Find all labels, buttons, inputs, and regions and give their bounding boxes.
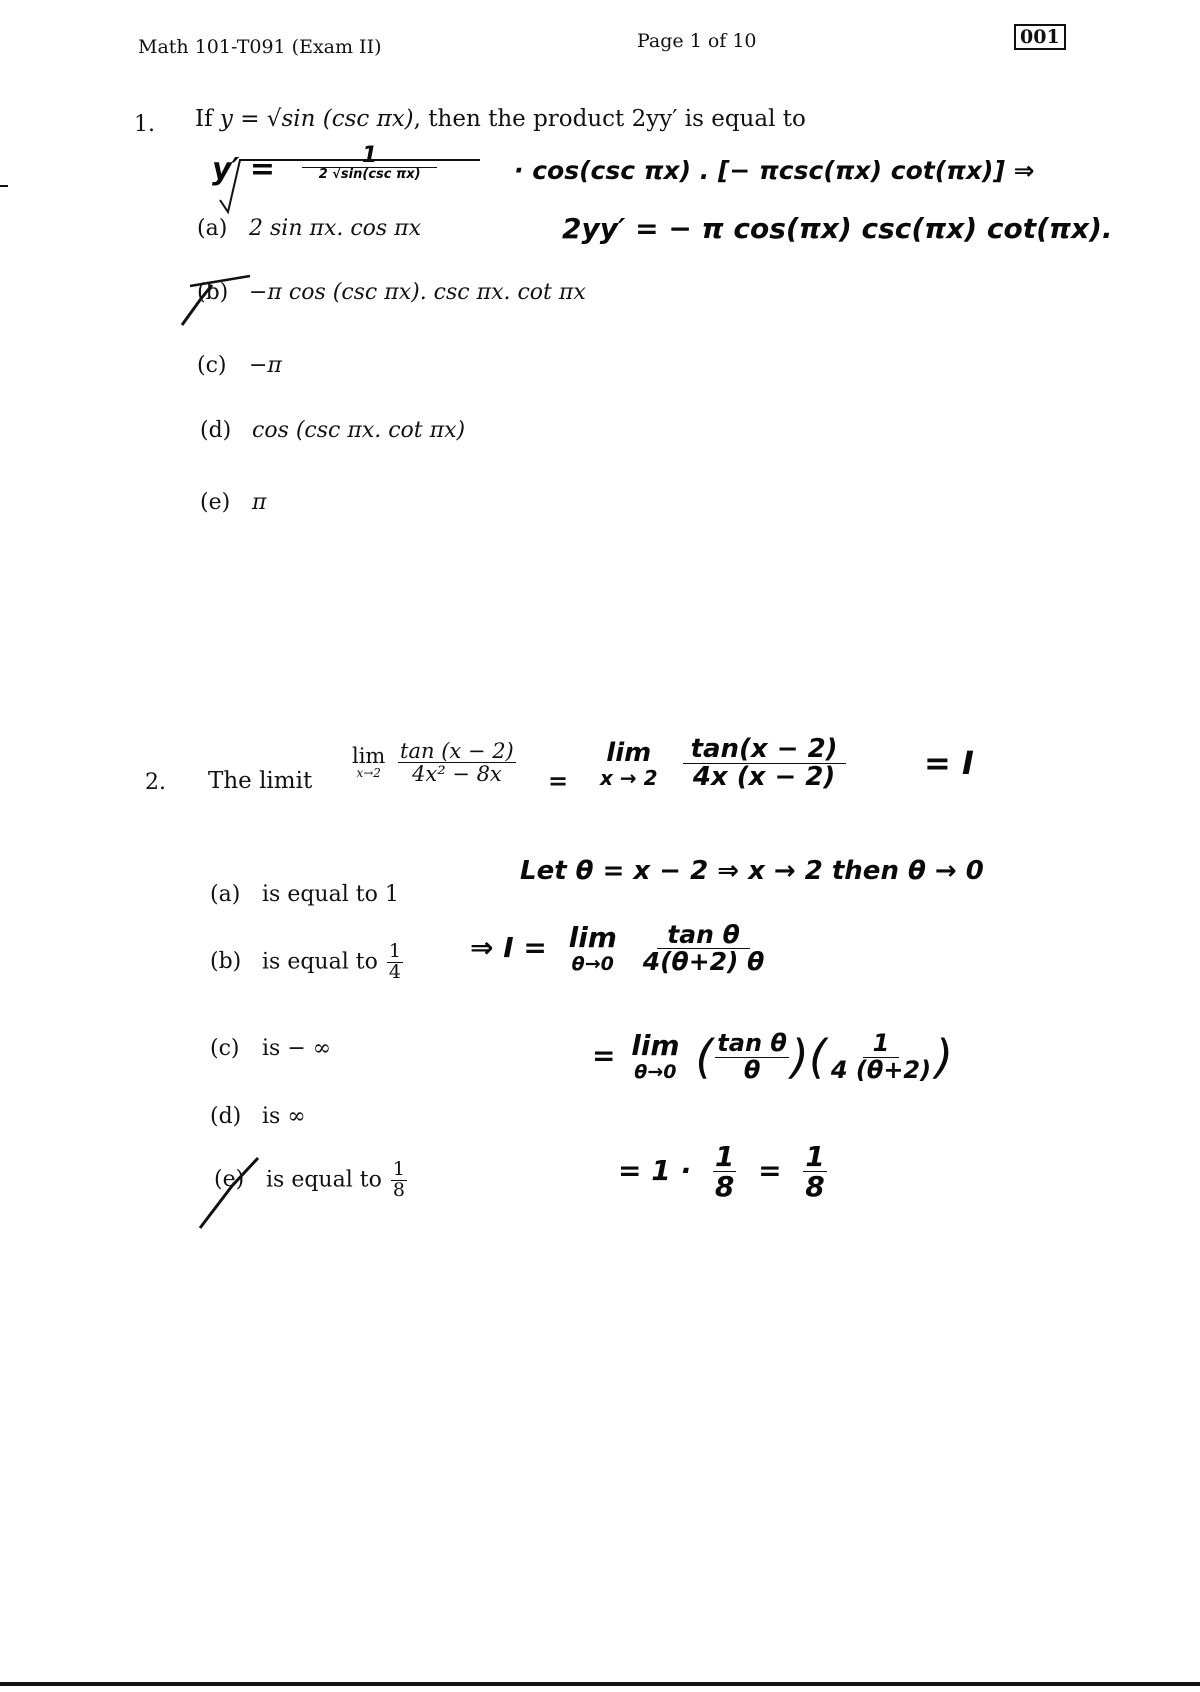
- option-text: is ∞: [262, 1104, 306, 1129]
- option-label: (c): [197, 353, 227, 378]
- q2-hand-l4-lim: lim: [631, 1029, 680, 1063]
- option-text: is equal to: [262, 949, 378, 975]
- q2-hand-l5-den2: 8: [805, 1170, 825, 1204]
- q2-hand-l5-num2: 1: [805, 1140, 825, 1173]
- q2-hand-l3-lim: lim: [568, 920, 617, 954]
- q1-slash-mark: [190, 276, 250, 286]
- option-frac-num: 1: [392, 1158, 405, 1180]
- option-frac-num: 1: [388, 940, 401, 962]
- option-text: cos (csc πx. cot πx): [252, 418, 466, 443]
- q2-hand-l4-num2: 1: [863, 1031, 900, 1057]
- q2-hand-lim-sub: x → 2: [600, 766, 658, 791]
- q2-lim-sub: x→2: [356, 766, 381, 781]
- q2-hand-l5-eq: =: [758, 1153, 782, 1187]
- q1-hand-frac-den: 2 √sin(csc πx): [318, 167, 421, 183]
- option-text: −π: [249, 353, 282, 378]
- q2-hand-lim: lim: [606, 737, 652, 768]
- q1-hand-result: 2yy′ = − π cos(πx) csc(πx) cot(πx).: [562, 212, 1113, 245]
- q2-hand-l4-sub: θ→0: [634, 1060, 677, 1083]
- q2-hand-l4-num1: tan θ: [717, 1029, 787, 1058]
- q2-hand-rhs: = I: [924, 744, 974, 782]
- q2-hand-l3-num: tan θ: [657, 922, 750, 949]
- option-text: is − ∞: [262, 1036, 332, 1061]
- q1-hand-frac-num: 1: [302, 144, 437, 168]
- option-label: (a): [197, 216, 228, 241]
- option-text: 2 sin πx. cos πx: [249, 216, 422, 241]
- q1-hand-chain: · cos(csc πx) . [− πcsc(πx) cot(πx)] ⇒: [514, 156, 1035, 185]
- q2-hand-num: tan(x − 2): [683, 736, 846, 764]
- q2-frac-num: tan (x − 2): [400, 739, 514, 763]
- q2-hand-line4: = lim θ→0 ( $\frac{\text{tan θ}}{\theta}$ )( $\frac{1}{4 (\theta+2)}$ ): [592, 1029, 954, 1084]
- option-label: (d): [210, 1104, 242, 1129]
- footer-rule: [0, 1682, 1200, 1686]
- q1-hand-radical: [220, 160, 480, 212]
- option-label: (b): [197, 280, 229, 305]
- q2-hand-l3-sub: θ→0: [571, 952, 614, 975]
- option-text: π: [252, 490, 267, 515]
- q1-stem-suffix: , then the product 2yy′ is equal to: [413, 106, 806, 132]
- option-label: (e): [200, 490, 231, 515]
- q1-stem-prefix: If: [195, 106, 213, 132]
- option-label: (d): [200, 418, 232, 443]
- q2-hand-l5-den1: 8: [714, 1170, 735, 1204]
- q2-stem: The limit: [208, 768, 313, 794]
- option-frac-den: 4: [388, 960, 401, 983]
- exam-code-box: 001: [1014, 24, 1066, 50]
- course-title: Math 101-T091 (Exam II): [138, 36, 382, 58]
- q2-hand-l4-den1: θ: [743, 1055, 761, 1084]
- option-label: (c): [210, 1036, 240, 1061]
- option-frac-den: 8: [392, 1178, 405, 1201]
- q2-hand-l4-eq: =: [592, 1039, 616, 1072]
- q2-hand-l5-num1: 1: [714, 1140, 735, 1173]
- q2-hand-l4-den2: 4 (θ+2): [830, 1055, 932, 1084]
- q1-check-mark: [182, 285, 212, 325]
- q2-frac-den: 4x² − 8x: [412, 762, 502, 787]
- option-text: −π cos (csc πx). csc πx. cot πx: [249, 280, 586, 305]
- option-text: is equal to 1: [262, 882, 399, 907]
- option-label: (e): [214, 1167, 245, 1193]
- q2-hand-den: 4x (x − 2): [692, 762, 836, 793]
- q2-lim-word: lim: [352, 744, 386, 769]
- option-label: (b): [210, 949, 242, 975]
- option-label: (a): [210, 882, 241, 907]
- q1-number: 1.: [134, 112, 155, 137]
- q2-hand-l3-den: 4(θ+2) θ: [642, 947, 765, 977]
- page-number: Page 1 of 10: [637, 30, 757, 52]
- q2-equals: =: [548, 766, 569, 795]
- q2-check-mark: [200, 1158, 258, 1228]
- q1-hand-yprime: y′ =: [212, 152, 276, 187]
- q2-hand-l3-lhs: ⇒ I =: [470, 930, 547, 964]
- q1-stem-equation: y = √sin (csc πx): [219, 106, 414, 132]
- q2-number: 2.: [145, 770, 166, 795]
- option-text: is equal to: [266, 1167, 382, 1193]
- q2-hand-l5-a: = 1 ·: [618, 1153, 692, 1187]
- q2-hand-substitution: Let θ = x − 2 ⇒ x → 2 then θ → 0: [520, 856, 984, 886]
